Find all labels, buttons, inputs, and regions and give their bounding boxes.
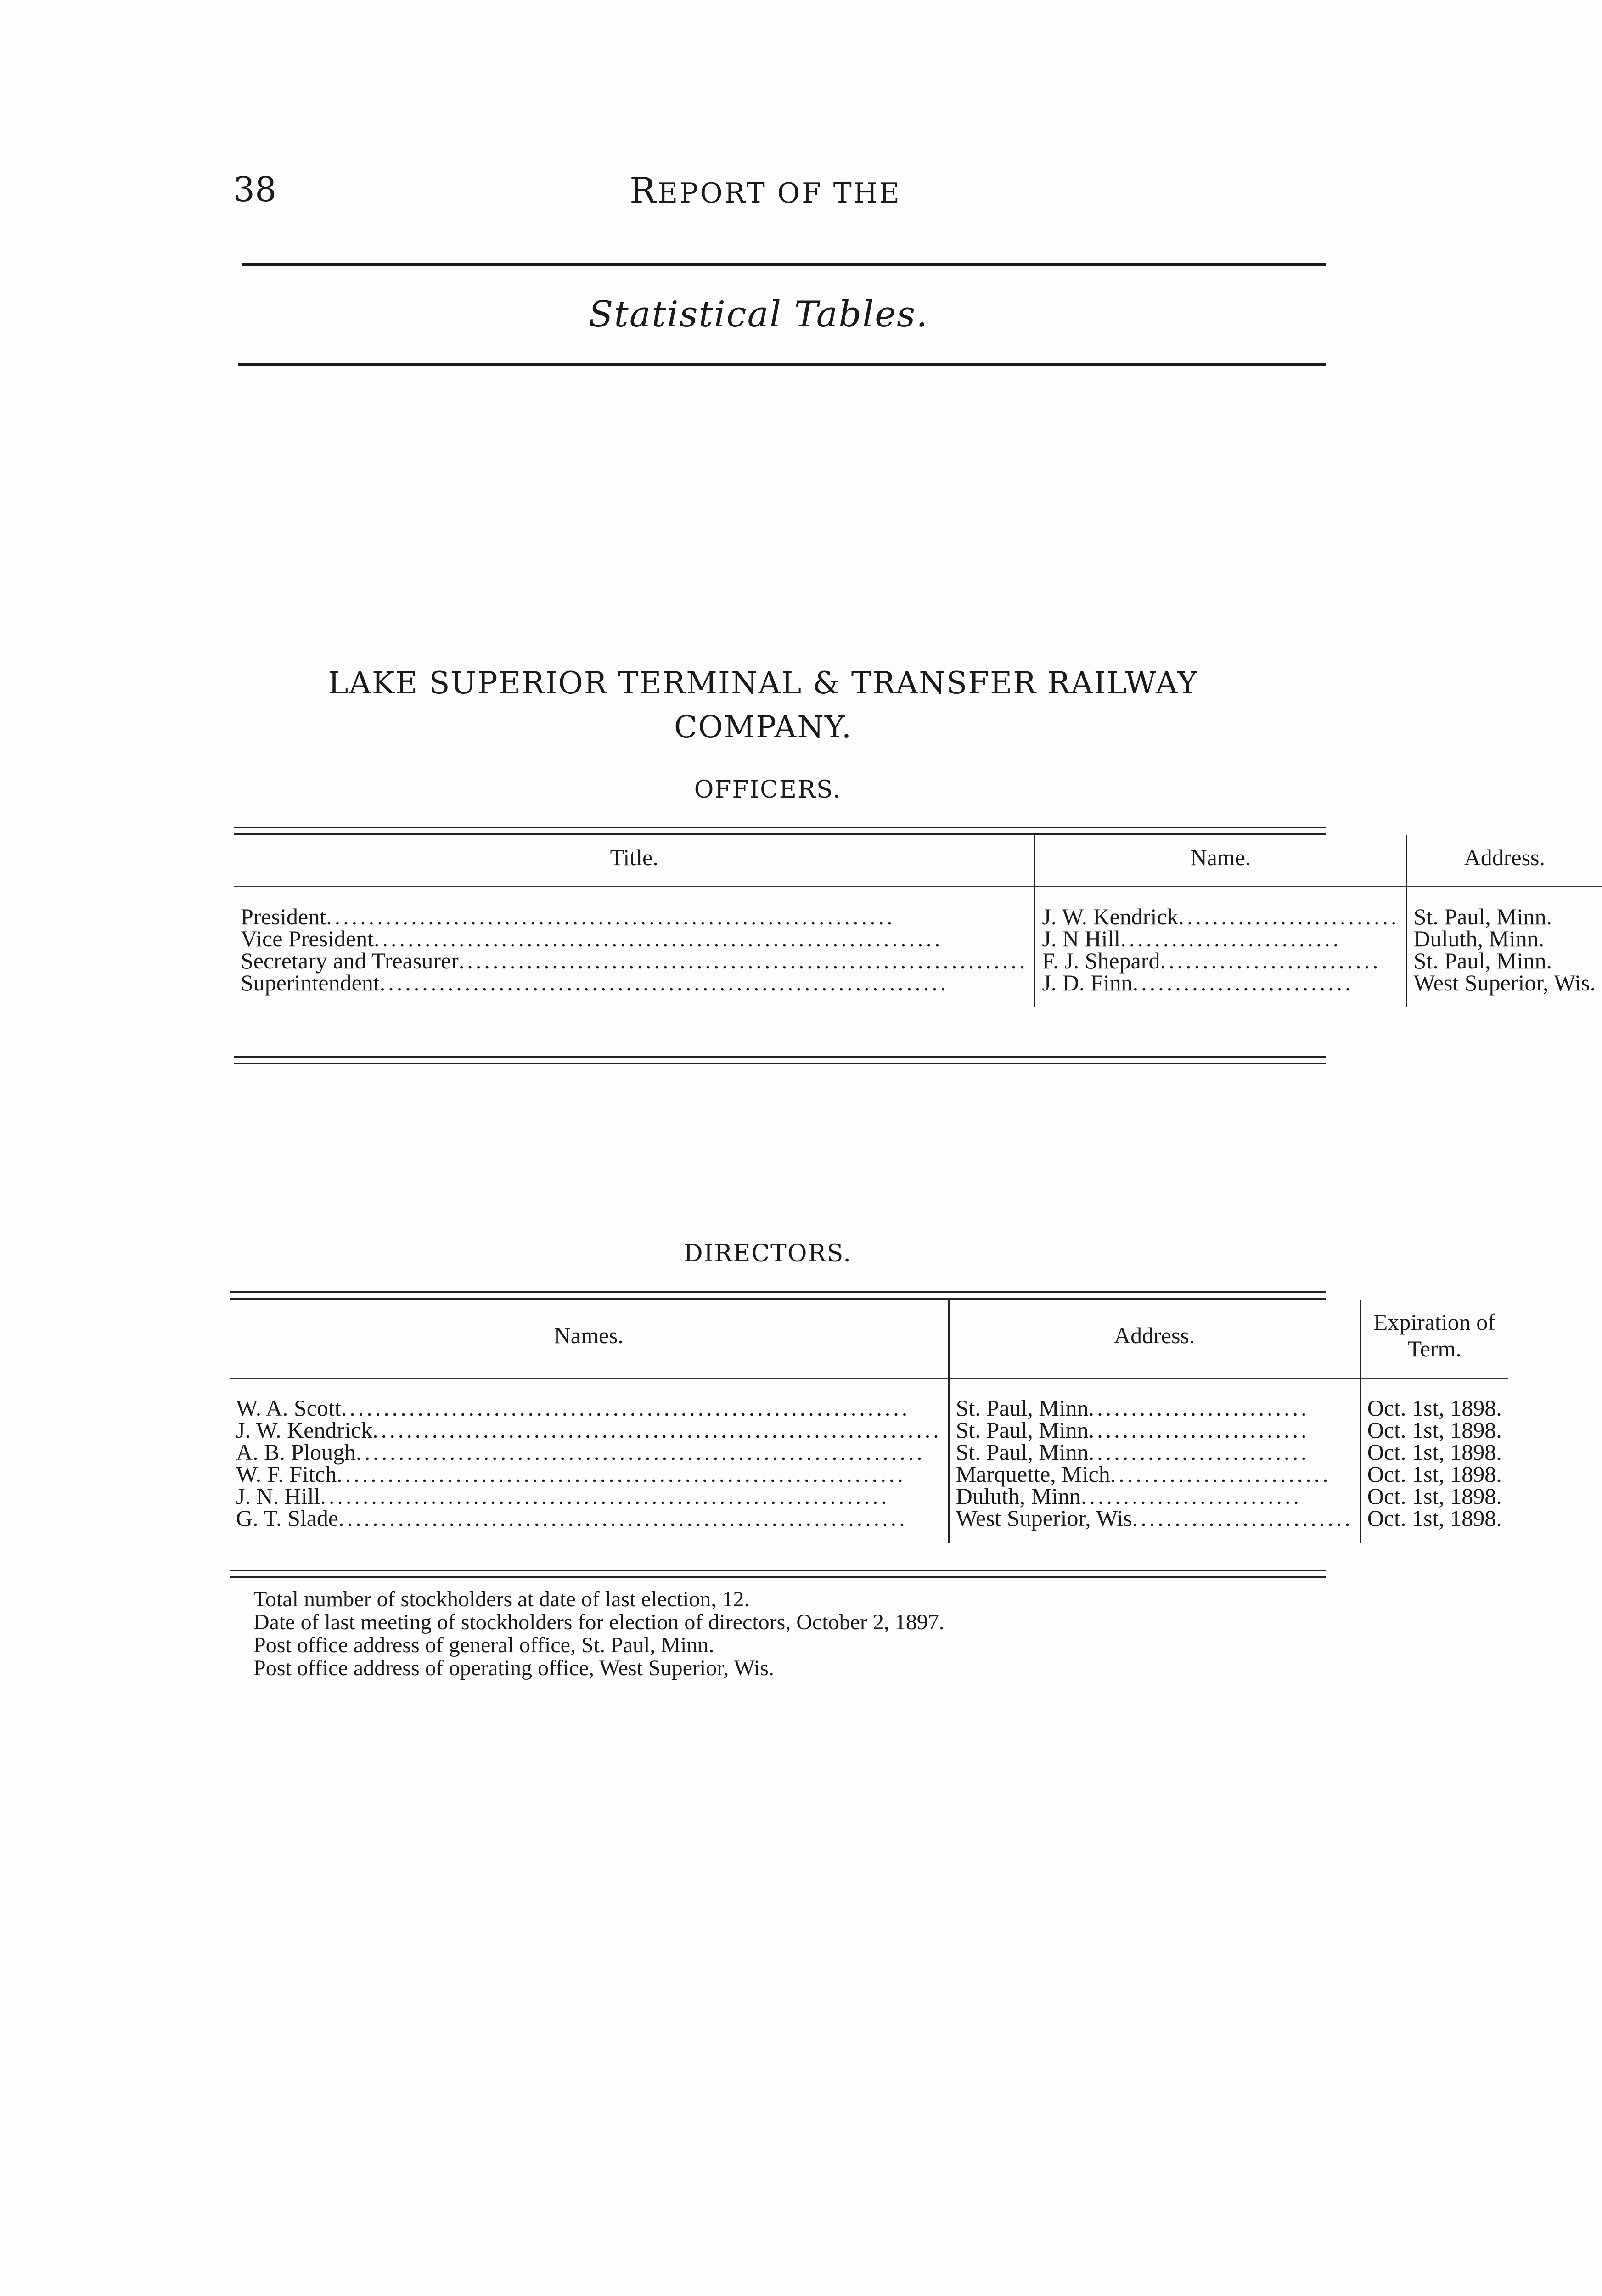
directors-heading: DIRECTORS.	[684, 1240, 852, 1267]
director-name: W. A. Scott	[236, 1395, 341, 1421]
table-row: President ................................................................... J. W. Kendrick .......................... St. Paul, Minn.	[234, 906, 1602, 928]
directors-col-term: Expiration of Term.	[1360, 1300, 1508, 1378]
table-row: G. T. Slade ................................................................... West Superior, Wis .......................... Oct. 1st, 1898.	[230, 1507, 1508, 1529]
company-name-line2: COMPANY.	[674, 709, 852, 745]
director-term: Oct. 1st, 1898.	[1367, 1505, 1502, 1531]
officer-address: Duluth, Minn.	[1413, 926, 1545, 951]
running-head	[0, 170, 1462, 211]
officer-name: F. J. Shepard	[1042, 948, 1160, 974]
company-name-line1: LAKE SUPERIOR TERMINAL & TRANSFER RAILWAY	[328, 665, 1198, 701]
officer-name: J. W. Kendrick	[1042, 904, 1179, 929]
director-address: Marquette, Mich	[956, 1461, 1110, 1487]
footnote-general-office: Post office address of general office, St. Paul, Minn.	[253, 1633, 714, 1657]
officer-address: West Superior, Wis.	[1413, 970, 1596, 996]
officers-heading: OFFICERS.	[694, 776, 842, 804]
table-row: Vice President ................................................................... J. N Hill .......................... Duluth, Minn.	[234, 928, 1602, 950]
directors-col-address: Address.	[949, 1300, 1360, 1378]
officer-address: St. Paul, Minn.	[1413, 904, 1552, 929]
running-head-initial: R	[630, 170, 658, 211]
officer-name: J. N Hill	[1042, 926, 1121, 951]
directors-table	[230, 1300, 1508, 1543]
officers-header-row	[234, 835, 1602, 887]
table-row: A. B. Plough ................................................................... St. Paul, Minn .......................... Oct. 1st, 1898.	[230, 1441, 1508, 1463]
director-term: Oct. 1st, 1898.	[1367, 1483, 1502, 1509]
director-address: West Superior, Wis	[956, 1505, 1132, 1531]
director-address: Duluth, Minn	[956, 1483, 1081, 1509]
officer-title: President	[241, 904, 326, 929]
table-row: W. F. Fitch ................................................................... Marquette, Mich .......................... Oct. 1st, 1898.	[230, 1463, 1508, 1485]
table-row: Secretary and Treasurer ................................................................... F. J. Shepard .......................... St. Paul, Minn.	[234, 950, 1602, 972]
directors-header-row	[230, 1300, 1508, 1378]
footnote-stockholders-count: Total number of stockholders at date of last election, 12.	[253, 1587, 750, 1611]
director-term: Oct. 1st, 1898.	[1367, 1417, 1502, 1443]
officer-address: St. Paul, Minn.	[1413, 948, 1552, 974]
section-title: Statistical Tables.	[588, 294, 929, 335]
officers-top-rule	[234, 827, 1326, 835]
officers-col-title: Title.	[234, 835, 1035, 887]
director-term: Oct. 1st, 1898.	[1367, 1439, 1502, 1465]
officers-col-address: Address.	[1406, 835, 1602, 887]
officers-table	[234, 835, 1602, 1007]
director-address: St. Paul, Minn	[956, 1439, 1089, 1465]
directors-col-names: Names.	[230, 1300, 949, 1378]
director-term: Oct. 1st, 1898.	[1367, 1461, 1502, 1487]
page-number: 38	[233, 170, 277, 209]
director-address: St. Paul, Minn	[956, 1395, 1089, 1421]
director-name: G. T. Slade	[236, 1505, 339, 1531]
director-name: A. B. Plough	[236, 1439, 356, 1465]
officer-name: J. D. Finn	[1042, 970, 1133, 996]
director-name: J. W. Kendrick	[236, 1417, 373, 1443]
director-term: Oct. 1st, 1898.	[1367, 1395, 1502, 1421]
officers-bottom-rule	[234, 1056, 1326, 1064]
footnotes	[253, 1588, 944, 1680]
header-bottom-rule	[238, 363, 1326, 366]
officer-title: Vice President	[241, 926, 374, 951]
footnote-operating-office: Post office address of operating office, West Superior, Wis.	[253, 1656, 774, 1680]
header-top-rule	[242, 263, 1326, 266]
table-row: J. W. Kendrick ................................................................... St. Paul, Minn .......................... Oct. 1st, 1898.	[230, 1419, 1508, 1441]
directors-bottom-rule	[230, 1570, 1326, 1578]
table-row: J. N. Hill ................................................................... Duluth, Minn .......................... Oct. 1st, 1898.	[230, 1485, 1508, 1507]
table-row: Superintendent ................................................................... J. D. Finn .......................... West Superior, Wis.	[234, 972, 1602, 994]
running-head-text: EPORT OF THE	[658, 177, 901, 209]
officer-title: Secretary and Treasurer	[241, 948, 459, 974]
director-name: W. F. Fitch	[236, 1461, 337, 1487]
directors-top-rule	[230, 1291, 1326, 1300]
director-address: St. Paul, Minn	[956, 1417, 1089, 1443]
footnote-last-meeting: Date of last meeting of stockholders for election of directors, October 2, 1897.	[253, 1610, 944, 1634]
table-row: W. A. Scott ................................................................... St. Paul, Minn .......................... Oct. 1st, 1898.	[230, 1397, 1508, 1419]
officers-col-name: Name.	[1035, 835, 1406, 887]
officer-title: Superintendent	[241, 970, 380, 996]
director-name: J. N. Hill	[236, 1483, 320, 1509]
